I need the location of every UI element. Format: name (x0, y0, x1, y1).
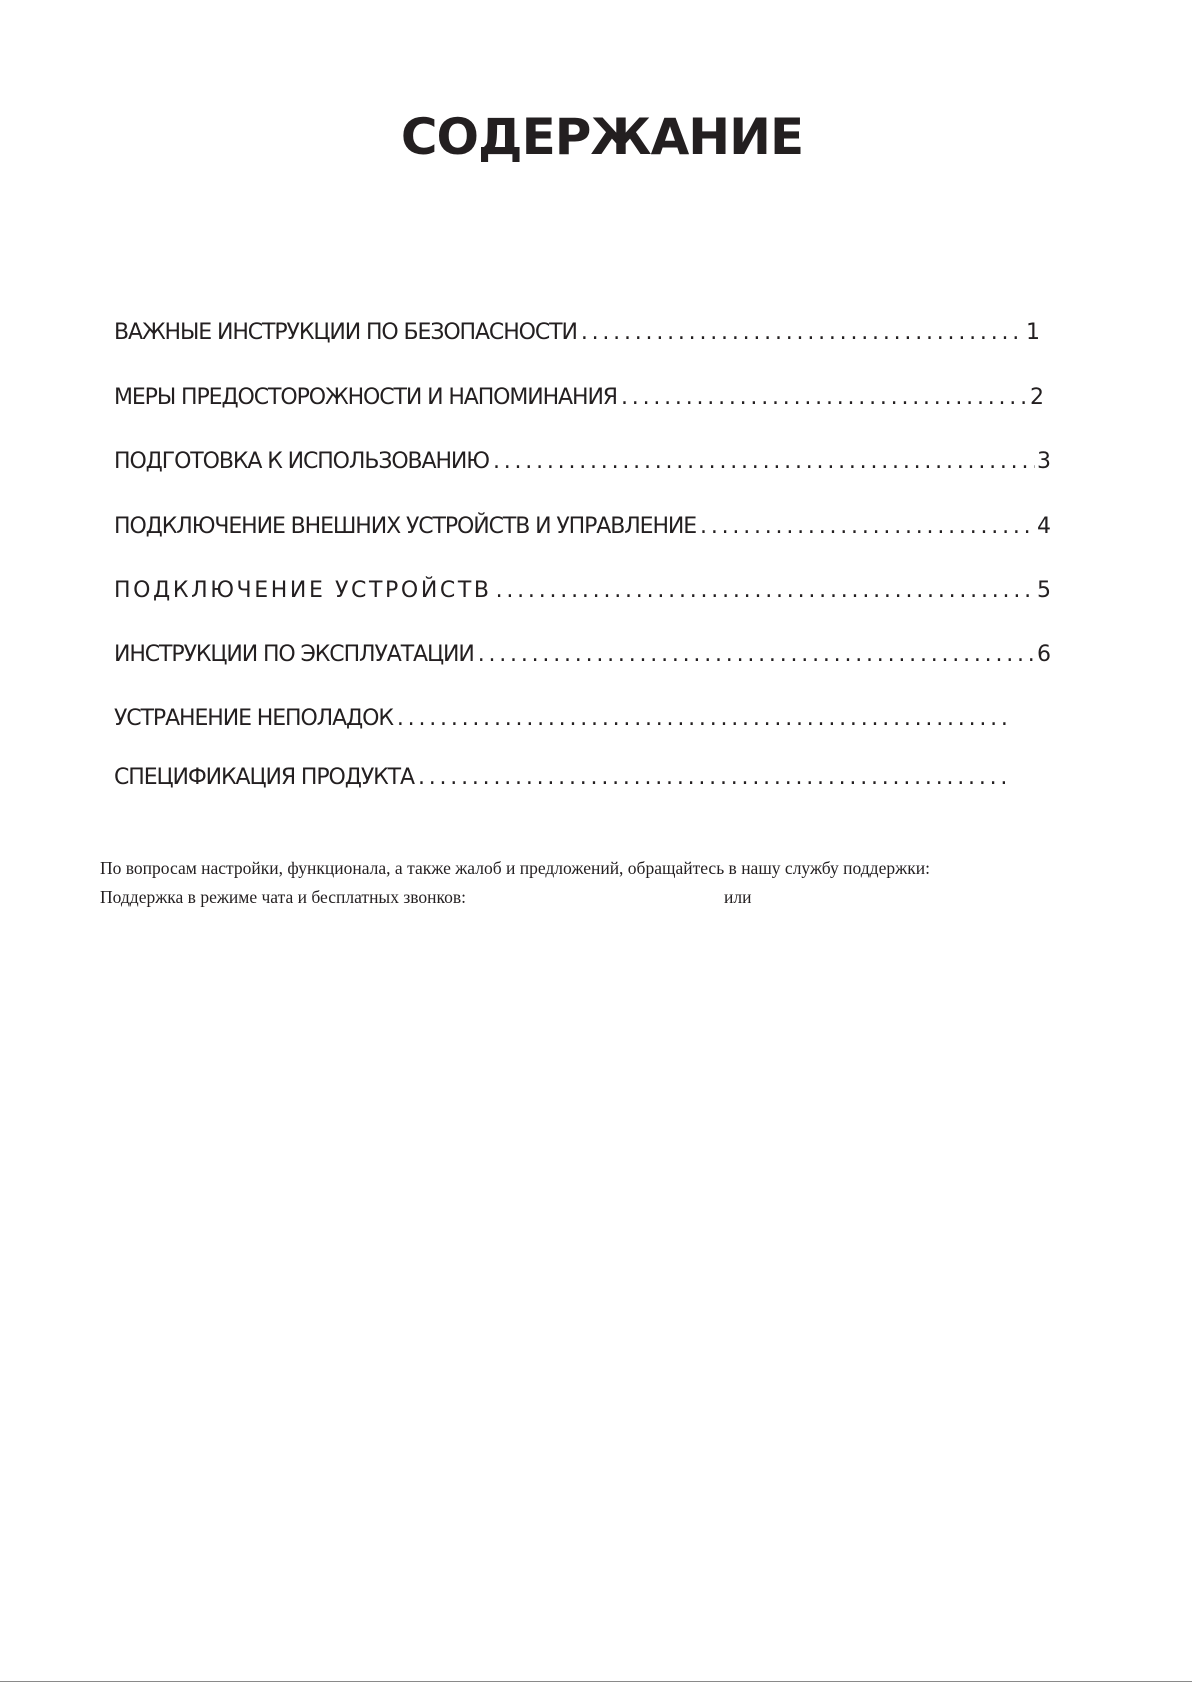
toc-entry-label: ИНСТРУКЦИИ ПО ЭКСПЛУАТАЦИИ (114, 642, 474, 667)
toc-entry[interactable] (114, 580, 1051, 602)
toc-dot-leader (489, 451, 1035, 473)
toc-entry-page: 2 (1030, 385, 1044, 410)
support-text-line: По вопросам настройки, функционала, а также жалоб и предложений, обращайтесь в нашу службу поддержки: (100, 858, 930, 878)
toc-entry-label: УСТРАНЕНИЕ НЕПОЛАДОК (114, 706, 393, 731)
page-bottom-rule (0, 1681, 1192, 1682)
toc-entry[interactable] (114, 451, 1051, 473)
toc-entry-label: ПОДКЛЮЧЕНИЕ ВНЕШНИХ УСТРОЙСТВ И УПРАВЛЕНИЕ (114, 514, 697, 539)
toc-entry-label: СПЕЦИФИКАЦИЯ ПРОДУКТА (114, 765, 414, 790)
toc-entry-page: 1 (1026, 320, 1040, 345)
toc-entry-page: 4 (1037, 514, 1051, 539)
toc-dot-leader (393, 708, 1006, 730)
toc-entry[interactable] (114, 767, 1028, 789)
toc-dot-leader (414, 767, 1012, 789)
toc-entry[interactable] (114, 322, 1040, 344)
toc-dot-leader (617, 387, 1028, 409)
toc-entry-page: 6 (1037, 642, 1051, 667)
toc-entry[interactable] (114, 708, 1022, 730)
toc-dot-leader (696, 516, 1035, 538)
support-info (100, 854, 1100, 912)
toc-dot-leader (492, 580, 1035, 602)
table-of-contents (0, 0, 1192, 800)
toc-dot-leader (577, 322, 1024, 344)
support-contact-line: Поддержка в режиме чата и бесплатных звонков: (100, 887, 466, 907)
toc-entry[interactable] (114, 387, 1044, 409)
toc-entry-label: ПОДКЛЮЧЕНИЕ УСТРОЙСТВ (114, 578, 492, 603)
toc-entry-page: 3 (1037, 449, 1051, 474)
toc-entry-label: ВАЖНЫЕ ИНСТРУКЦИИ ПО БЕЗОПАСНОСТИ (114, 320, 577, 345)
toc-entry-page: 5 (1037, 578, 1051, 603)
toc-entry-label: ПОДГОТОВКА К ИСПОЛЬЗОВАНИЮ (114, 449, 489, 474)
toc-entry[interactable] (114, 644, 1051, 666)
toc-dot-leader (474, 644, 1035, 666)
toc-entry[interactable] (114, 516, 1051, 538)
toc-entry-label: МЕРЫ ПРЕДОСТОРОЖНОСТИ И НАПОМИНАНИЯ (114, 385, 617, 410)
page-title: СОДЕРЖАНИЕ (400, 108, 804, 166)
support-or-text: или (724, 887, 752, 907)
